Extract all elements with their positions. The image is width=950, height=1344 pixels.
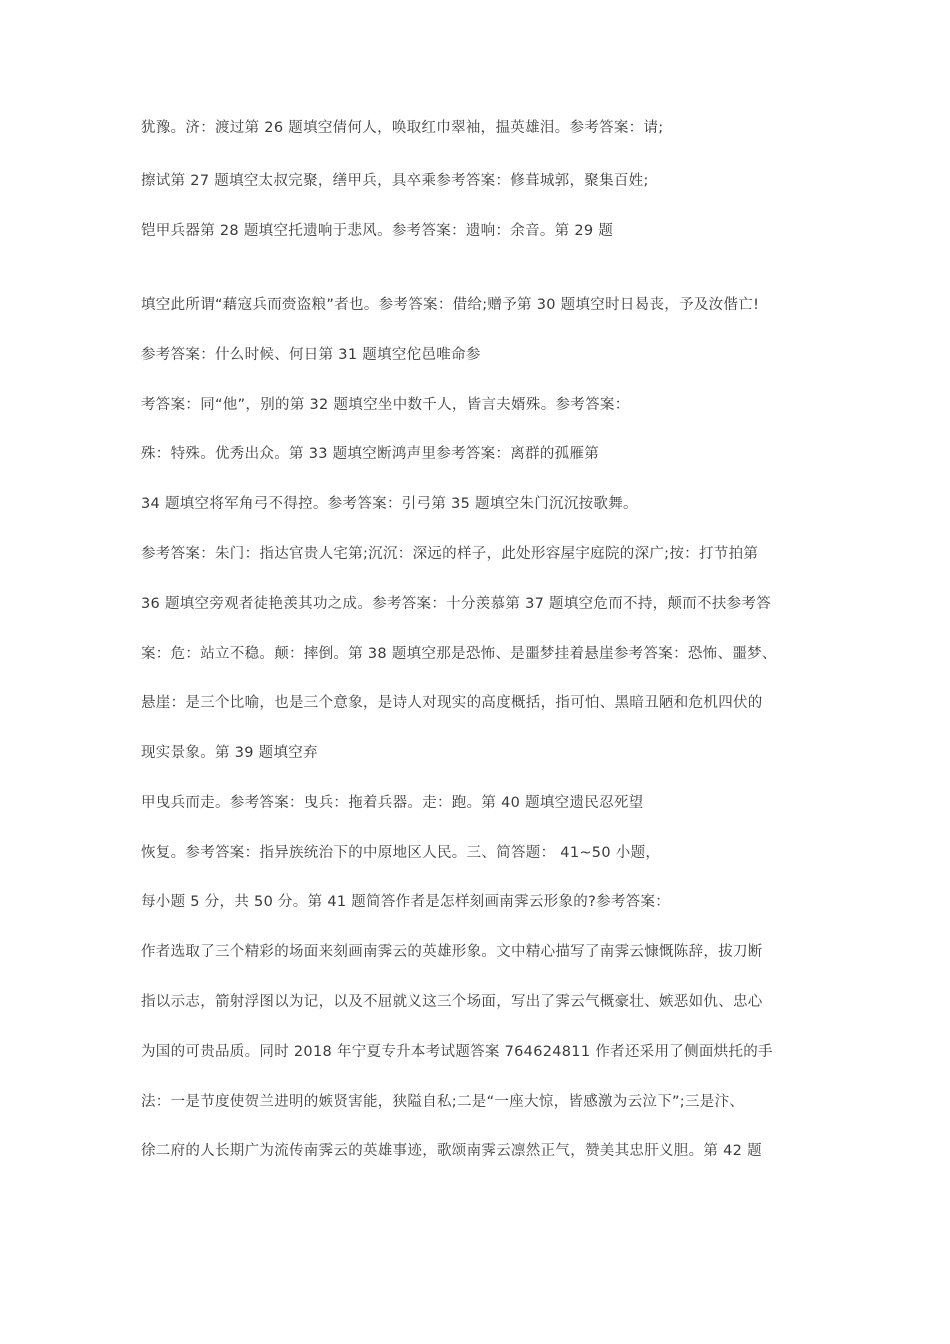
text-line: 参考答案：什么时候、何日第 31 题填空佗邑唯命参: [141, 347, 481, 363]
text-line: 填空此所谓“藉寇兵而赍盗粮”者也。参考答案：借给;赠予第 30 题填空时日曷丧，予及汝偕亡!: [141, 297, 760, 313]
text-line: 每小题 5 分，共 50 分。第 41 题简答作者是怎样刻画南霁云形象的?参考答案：: [141, 894, 671, 910]
text-line: 擦试第 27 题填空太叔完聚，缮甲兵，具卒乘参考答案：修葺城郭，聚集百姓;: [141, 173, 649, 189]
text-line: 考答案：同“他”，别的第 32 题填空坐中数千人，皆言夫婿殊。参考答案：: [141, 397, 630, 413]
text-line: 殊：特殊。优秀出众。第 33 题填空断鸿声里参考答案：离群的孤雁第: [141, 446, 600, 462]
text-line: 铠甲兵器第 28 题填空托遗响于悲风。参考答案：遗响：余音。第 29 题: [141, 223, 614, 239]
text-line: 指以示志，箭射浮图以为记，以及不屈就义这三个场面，写出了霁云气概豪壮、嫉恶如仇、忠心: [141, 994, 763, 1010]
text-line: 恢复。参考答案：指异族统治下的中原地区人民。三、简答题： 41~50 小题，: [141, 845, 661, 861]
text-line: 徐二府的人长期广为流传南霁云的英雄事迹，歌颂南霁云凛然正气，赞美其忠肝义胆。第 42 题: [141, 1143, 762, 1159]
text-line: 犹豫。济：渡过第 26 题填空倩何人，唤取红巾翠袖，揾英雄泪。参考答案：请;: [141, 120, 664, 136]
text-line: 34 题填空将军角弓不得控。参考答案：引弓第 35 题填空朱门沉沉按歌舞。: [141, 496, 638, 512]
text-line: 参考答案：朱门：指达官贵人宅第;沉沉：深远的样子，此处形容屋宇庭院的深广;按：打节拍第: [141, 546, 759, 562]
text-line: 为国的可贵品质。同时 2018 年宁夏专升本考试题答案 764624811 作者还采用了侧面烘托的手: [141, 1044, 773, 1060]
text-line: 36 题填空旁观者徒艳羡其功之成。参考答案：十分羡慕第 37 题填空危而不持，颠而不扶参考答: [141, 596, 772, 612]
text-line: 悬崖：是三个比喻，也是三个意象，是诗人对现实的高度概括，指可怕、黑暗丑陋和危机四伏的: [141, 695, 763, 711]
text-line: 案：危：站立不稳。颠：摔倒。第 38 题填空那是恐怖、是噩梦挂着悬崖参考答案：恐怖、噩梦、: [141, 646, 777, 662]
text-line: 甲曳兵而走。参考答案：曳兵：拖着兵器。走：跑。第 40 题填空遗民忍死望: [141, 795, 644, 811]
text-line: 现实景象。第 39 题填空弃: [141, 745, 318, 761]
text-line: 作者选取了三个精彩的场面来刻画南霁云的英雄形象。文中精心描写了南霁云慷慨陈辞，拔刀断: [141, 944, 763, 960]
text-line: 法：一是节度使贺兰进明的嫉贤害能，狭隘自私;二是“一座大惊，皆感激为云泣下”;三是汴、: [141, 1094, 745, 1110]
